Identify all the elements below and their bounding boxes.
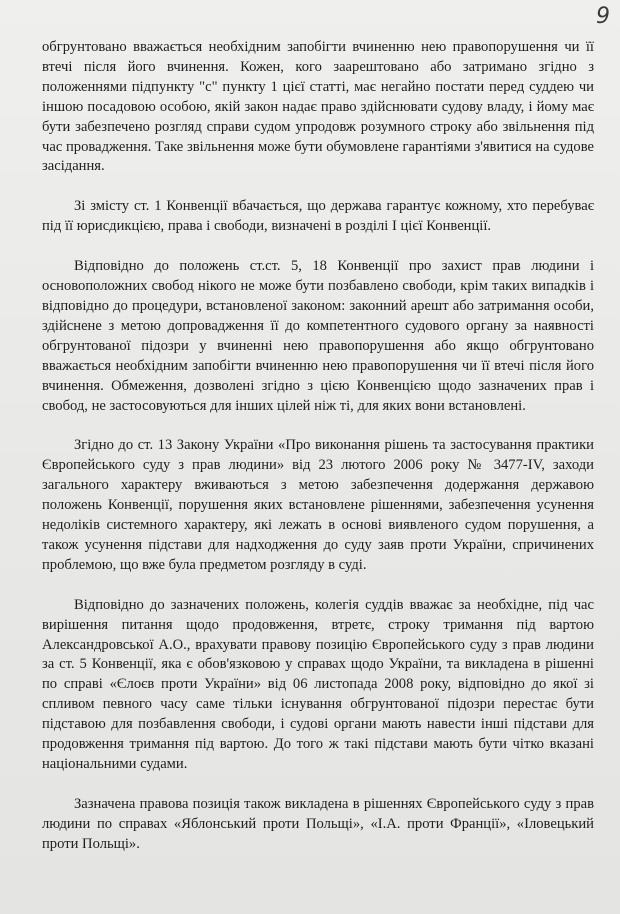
paragraph-continuation: обгрунтовано вважається необхідним запобігти вчиненню нею правопорушення чи її втечі після його вчинення. Кожен, кого заарештовано або затримано згідно з положеннями підпункту "с" пункту 1 цієї статті, має негайно постати перед суддею чи іншою посадовою особою, якій закон надає право здійснювати судову владу, і йому має бути забезпечено розгляд справи судом упродовж розумного строку або звільнення під час провадження. Таке звільнення може бути обумовлене гарантіями з'явитися на судове засідання. (42, 39, 594, 175)
page-number: 9 (596, 4, 610, 29)
document-body (42, 38, 594, 875)
paragraph-court-position: Відповідно до зазначених положень, колегія суддів вважає за необхідне, під час вирішення питання щодо продовження, втретє, строку тримання під вартою Александровської А.О., врахувати правову позицію Європейського суду з прав людини за ст. 5 Конвенції, яка є обов'язковою у справах щодо України, та викладена в рішенні по справі «Єлоєв проти України» від 06 листопада 2008 року, відповідно до якої зі спливом певного часу саме тільки існування обгрунтованої підозри перестає бути підставою для позбавлення свободи, і судові органи мають навести інші підстави для продовження тримання під вартою. До того ж такі підстави мають бути чітко вказані національними судами. (42, 596, 594, 772)
paragraph-convention-article-1: Зі змісту ст. 1 Конвенції вбачається, що держава гарантує кожному, хто перебуває під її юрисдикцією, права і свободи, визначені в розділі І цієї Конвенції. (42, 198, 594, 235)
paragraph-convention-articles-5-18: Відповідно до положень ст.ст. 5, 18 Конвенції про захист прав людини і основоположних свобод нікого не може бути позбавлено свободи, крім таких випадків і відповідно до процедури, встановленої законом: законний арешт або затримання особи, здійснене з метою допровадження її до компетентного судового органу за наявності обгрунтованої підозри у вчиненні нею правопорушення або якщо обгрунтовано вважається необхідним запобігти вчиненню нею правопорушення чи її втечі після його вчинення. Обмеження, дозволені згідно з цією Конвенцією щодо зазначених прав і свобод, не застосовуються для інших цілей ніж ті, для яких вони встановлені. (42, 258, 594, 414)
paragraph-law-article-13: Згідно до ст. 13 Закону України «Про виконання рішень та застосування практики Європейського суду з прав людини» від 23 лютого 2006 року № 3477-IV, заходи загального характеру вживаються з метою забезпечення додержання державою положень Конвенції, порушення яких встановлене рішеннями, забезпечення усунення недоліків системного характеру, які лежать в основі виявленого судом порушення, а також усунення підстави для надходження до суду заяв проти України, спричинених проблемою, що вже була предметом розгляду в суді. (42, 437, 594, 573)
paragraph-echr-cases: Зазначена правова позиція також викладена в рішеннях Європейського суду з прав людини по справах «Яблонський проти Польщі», «І.А. проти Франції», «Іловецький проти Польщі». (42, 795, 594, 852)
